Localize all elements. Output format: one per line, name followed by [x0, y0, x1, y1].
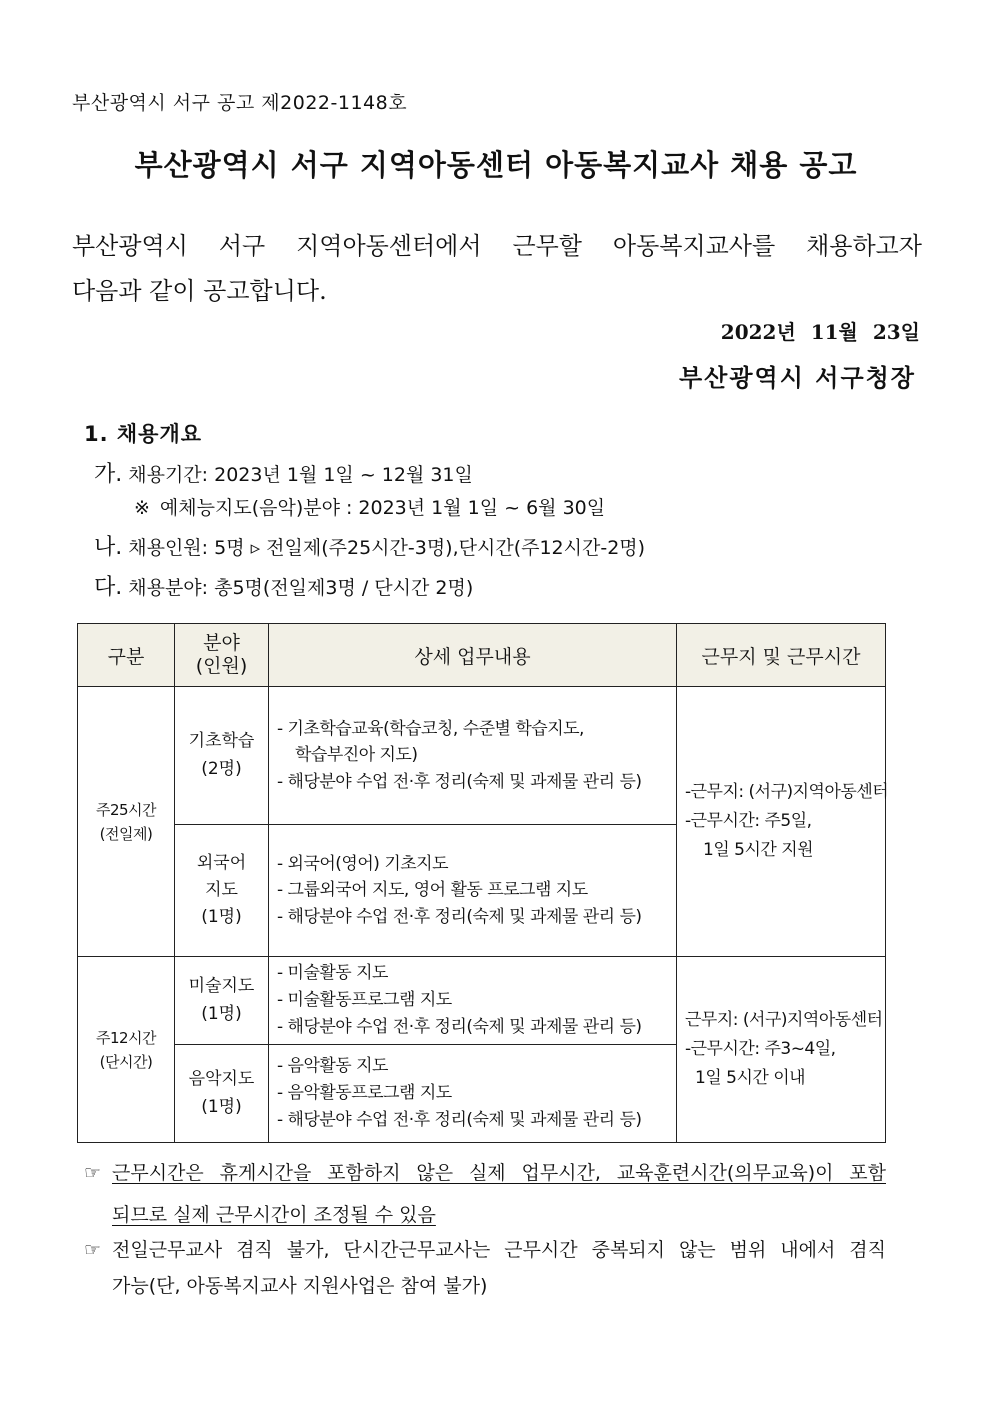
- workplace-line: -근무지: (서구)지역아동센터: [685, 782, 889, 803]
- field-count: (1명): [201, 907, 242, 928]
- header-field: [175, 624, 269, 687]
- field-cell: [175, 687, 269, 825]
- duties-cell: [269, 957, 677, 1045]
- field-count: (1명): [201, 1096, 242, 1117]
- note-text: 근무시간은 휴게시간을 포함하지 않은 실제 업무시간, 교육훈련시간(의무교육)이 포함: [112, 1162, 886, 1184]
- field-count: (1명): [201, 1003, 242, 1024]
- field-name: 외국어: [196, 852, 247, 873]
- note-text: 가능(단, 아동복지교사 지원사업은 참여 불가): [112, 1275, 488, 1297]
- list-item: [94, 570, 473, 601]
- header-field-line1: 분야: [203, 632, 240, 655]
- workplace-line: -근무시간: 주5일,: [685, 811, 812, 832]
- note-text: 되므로 실제 근무시간이 조정될 수 있음: [112, 1204, 436, 1226]
- list-item: [94, 530, 645, 561]
- list-item-text: 예체능지도(음악)분야 : 2023년 1월 1일 ~ 6월 30일: [159, 497, 606, 519]
- header-workplace: 근무지 및 근무시간: [677, 624, 886, 687]
- duty-line: - 미술활동프로그램 지도: [277, 989, 452, 1010]
- workplace-cell: [677, 957, 886, 1143]
- field-name: 미술지도: [188, 976, 255, 997]
- note-2-continued: [112, 1266, 487, 1306]
- note-2: [84, 1230, 886, 1270]
- duty-line: - 해당분야 수업 전·후 정리(숙제 및 과제물 관리 등): [277, 1110, 642, 1131]
- duty-line: - 외국어(영어) 기초지도: [277, 853, 449, 874]
- duties-cell: [269, 825, 677, 957]
- table-header-row: [78, 624, 886, 687]
- group-cell: [78, 687, 175, 957]
- group-name-line1: 주25시간: [95, 800, 157, 819]
- section-heading: 1. 채용개요: [84, 422, 203, 446]
- note-marker: ※: [134, 497, 150, 519]
- field-cell: [175, 825, 269, 957]
- intro-line-2: 다음과 같이 공고합니다.: [72, 277, 327, 305]
- list-item-text: 채용분야: 총5명(전일제3명 / 단시간 2명): [128, 577, 474, 599]
- note-1-continued: [112, 1195, 436, 1235]
- workplace-cell: [677, 687, 889, 957]
- list-marker: 다.: [94, 575, 123, 600]
- field-name: 지도: [205, 879, 238, 900]
- signatory: 부산광역시 서구청장: [678, 363, 916, 392]
- note-text: 전일근무교사 겸직 불가, 단시간근무교사는 근무시간 중복되지 않는 범위 내에서 겸직: [112, 1239, 886, 1261]
- intro-line-1: 부산광역시 서구 지역아동센터에서 근무할 아동복지교사를 채용하고자: [72, 232, 922, 260]
- header-field-line2: (인원): [195, 655, 248, 677]
- list-marker: 가.: [94, 462, 123, 487]
- field-cell: [175, 1045, 269, 1143]
- group-cell: [78, 957, 175, 1143]
- table-row: [78, 957, 886, 1045]
- note-1: [84, 1153, 886, 1193]
- header-duties: 상세 업무내용: [269, 624, 677, 687]
- field-name: 음악지도: [188, 1069, 255, 1090]
- duties-cell: [269, 687, 677, 825]
- table-row: [78, 687, 886, 825]
- group-name-line1: 주12시간: [95, 1028, 157, 1047]
- duty-line: - 해당분야 수업 전·후 정리(숙제 및 과제물 관리 등): [277, 771, 642, 792]
- field-cell: [175, 957, 269, 1045]
- list-item-text: 채용인원: 5명 ▹ 전일제(주25시간-3명),단시간(주12시간-2명): [128, 537, 646, 559]
- pointing-hand-icon: ☞: [84, 1239, 102, 1261]
- duty-line: - 음악활동프로그램 지도: [277, 1082, 452, 1103]
- duty-line: - 해당분야 수업 전·후 정리(숙제 및 과제물 관리 등): [277, 1017, 642, 1038]
- list-item-note: [134, 493, 605, 520]
- workplace-line: 1일 5시간 이내: [695, 1067, 806, 1088]
- field-name: 기초학습: [188, 731, 255, 752]
- workplace-line: 근무지: (서구)지역아동센터: [685, 1010, 883, 1031]
- notice-number: 부산광역시 서구 공고 제2022-1148호: [72, 92, 408, 114]
- field-count: (2명): [201, 758, 242, 779]
- workplace-line: 1일 5시간 지원: [703, 839, 814, 860]
- list-item-text: 채용기간: 2023년 1월 1일 ~ 12월 31일: [128, 464, 473, 486]
- recruitment-table: [77, 623, 889, 1143]
- duty-line: - 해당분야 수업 전·후 정리(숙제 및 과제물 관리 등): [277, 906, 642, 927]
- page-title: 부산광역시 서구 지역아동센터 아동복지교사 채용 공고: [134, 148, 858, 182]
- duty-line: - 음악활동 지도: [277, 1055, 388, 1076]
- list-marker: 나.: [94, 535, 123, 560]
- header-category: 구분: [78, 624, 175, 687]
- list-item: [94, 457, 473, 488]
- notice-date: 2022년 11월 23일: [720, 320, 920, 344]
- duty-line: 학습부진아 지도): [295, 745, 418, 766]
- duties-cell: [269, 1045, 677, 1143]
- duty-line: - 미술활동 지도: [277, 962, 388, 983]
- group-name-line2: (단시간): [99, 1052, 153, 1071]
- duty-line: - 기초학습교육(학습코칭, 수준별 학습지도,: [277, 718, 584, 739]
- duty-line: - 그룹외국어 지도, 영어 활동 프로그램 지도: [277, 880, 588, 901]
- group-name-line2: (전일제): [99, 824, 153, 843]
- pointing-hand-icon: ☞: [84, 1162, 102, 1184]
- workplace-line: -근무시간: 주3~4일,: [685, 1039, 836, 1060]
